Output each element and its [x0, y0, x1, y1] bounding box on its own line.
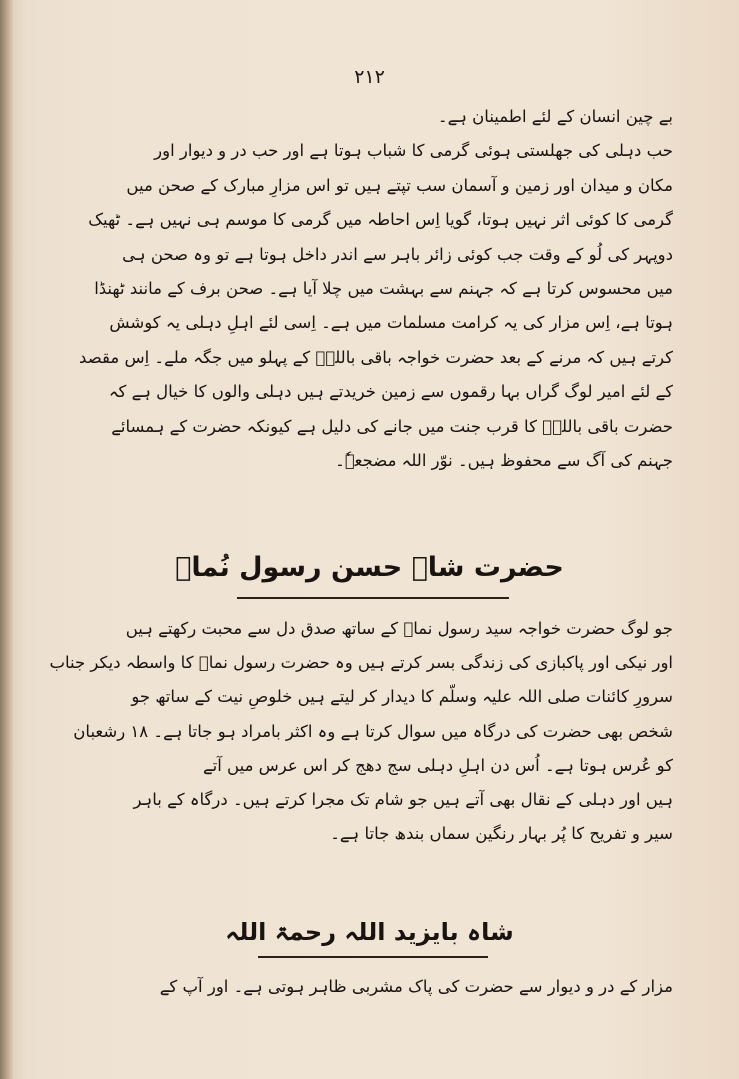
text-line: میں محسوس کرتا ہے کہ جہنم سے بہشت میں چلا آیا ہے۔ صحن برف کے مانند ٹھنڈا [94, 279, 673, 299]
text-line: بے چین انسان کے لئے اطمینان ہے۔ [437, 107, 673, 126]
paragraph-2 [49, 612, 673, 851]
text-line: شخص بھی حضرت کی درگاہ میں سوال کرتا ہے وہ اکثر بامراد ہو جاتا ہے۔ ۱۸ رشعبان [73, 721, 673, 741]
section-heading-shah-hasan: حضرت شاہ حسن رسول نُماؒ [175, 552, 564, 583]
heading-underline [258, 956, 488, 958]
text-line: اور نیکی اور پاکبازی کی زندگی بسر کرتے ہیں وہ حضرت رسول نماؒ کا واسطہ دیکر جناب [49, 653, 673, 673]
text-line: کے لئے امیر لوگ گراں بہا رقموں سے زمین خریدتے ہیں دہلی والوں کا خیال ہے کہ [108, 382, 673, 402]
text-line: سرورِ کائنات صلی اللہ علیہ وسلّم کا دیدار کر لیتے ہیں خلوصِ نیت کے ساتھ جو [131, 687, 673, 707]
paragraph-1 [79, 100, 673, 478]
text-line: سیر و تفریح کا پُر بہار رنگین سماں بندھ جاتا ہے۔ [330, 824, 673, 844]
text-line: ہوتا ہے، اِس مزار کی یہ کرامت مسلمات میں ہے۔ اِسی لئے اہلِ دہلی یہ کوشش [109, 313, 673, 333]
text-line: جہنم کی آگ سے محفوظ ہیں۔ نوّر اللہ مضجعہٗ۔ [335, 451, 673, 471]
text-line: جو لوگ حضرت خواجہ سید رسول نماؒ کے ساتھ صدق دل سے محبت رکھتے ہیں [125, 619, 673, 638]
text-line: کرتے ہیں کہ مرنے کے بعد حضرت خواجہ باقی باللہؒ کے پہلو میں جگہ ملے۔ اِس مقصد [79, 347, 673, 367]
text-line: کو عُرس ہوتا ہے۔ اُس دن اہلِ دہلی سج دھج کر اس عرس میں آتے [202, 755, 673, 775]
page-number: ۲۱۲ [354, 66, 385, 88]
heading-underline [237, 597, 509, 599]
text-line: حضرت باقی باللہؒ کا قرب جنت میں جانے کی دلیل ہے کیونکہ حضرت کے ہمسائے [111, 416, 673, 436]
text-line: ہیں اور دہلی کے نقال بھی آتے ہیں جو شام تک مجرا کرتے ہیں۔ درگاہ کے باہر [133, 790, 673, 810]
section-heading-shah-bayazid: شاہ بایزید اللہ رحمۃ اللہ [225, 918, 514, 946]
text-line: حب دہلی کی جھلستی ہوئی گرمی کا شباب ہوتا ہے اور حب در و دیوار اور [154, 141, 673, 161]
text-line: دوپہر کی لُو کے وقت جب کوئی زائر باہر سے اندر داخل ہوتا ہے تو وہ صحن ہی [122, 244, 673, 264]
text-line: مکان و میدان اور زمین و آسمان سب تپتے ہیں تو اس مزارِ مبارک کے صحن میں [126, 175, 673, 195]
paragraph-3 [93, 970, 673, 1004]
text-line: مزار کے در و دیوار سے حضرت کی پاک مشربی ظاہر ہوتی ہے۔ اور آپ کے [159, 977, 673, 996]
text-line: گرمی کا کوئی اثر نہیں ہوتا، گویا اِس احاطہ میں گرمی کا موسم ہی نہیں ہے۔ ٹھیک [88, 210, 673, 230]
